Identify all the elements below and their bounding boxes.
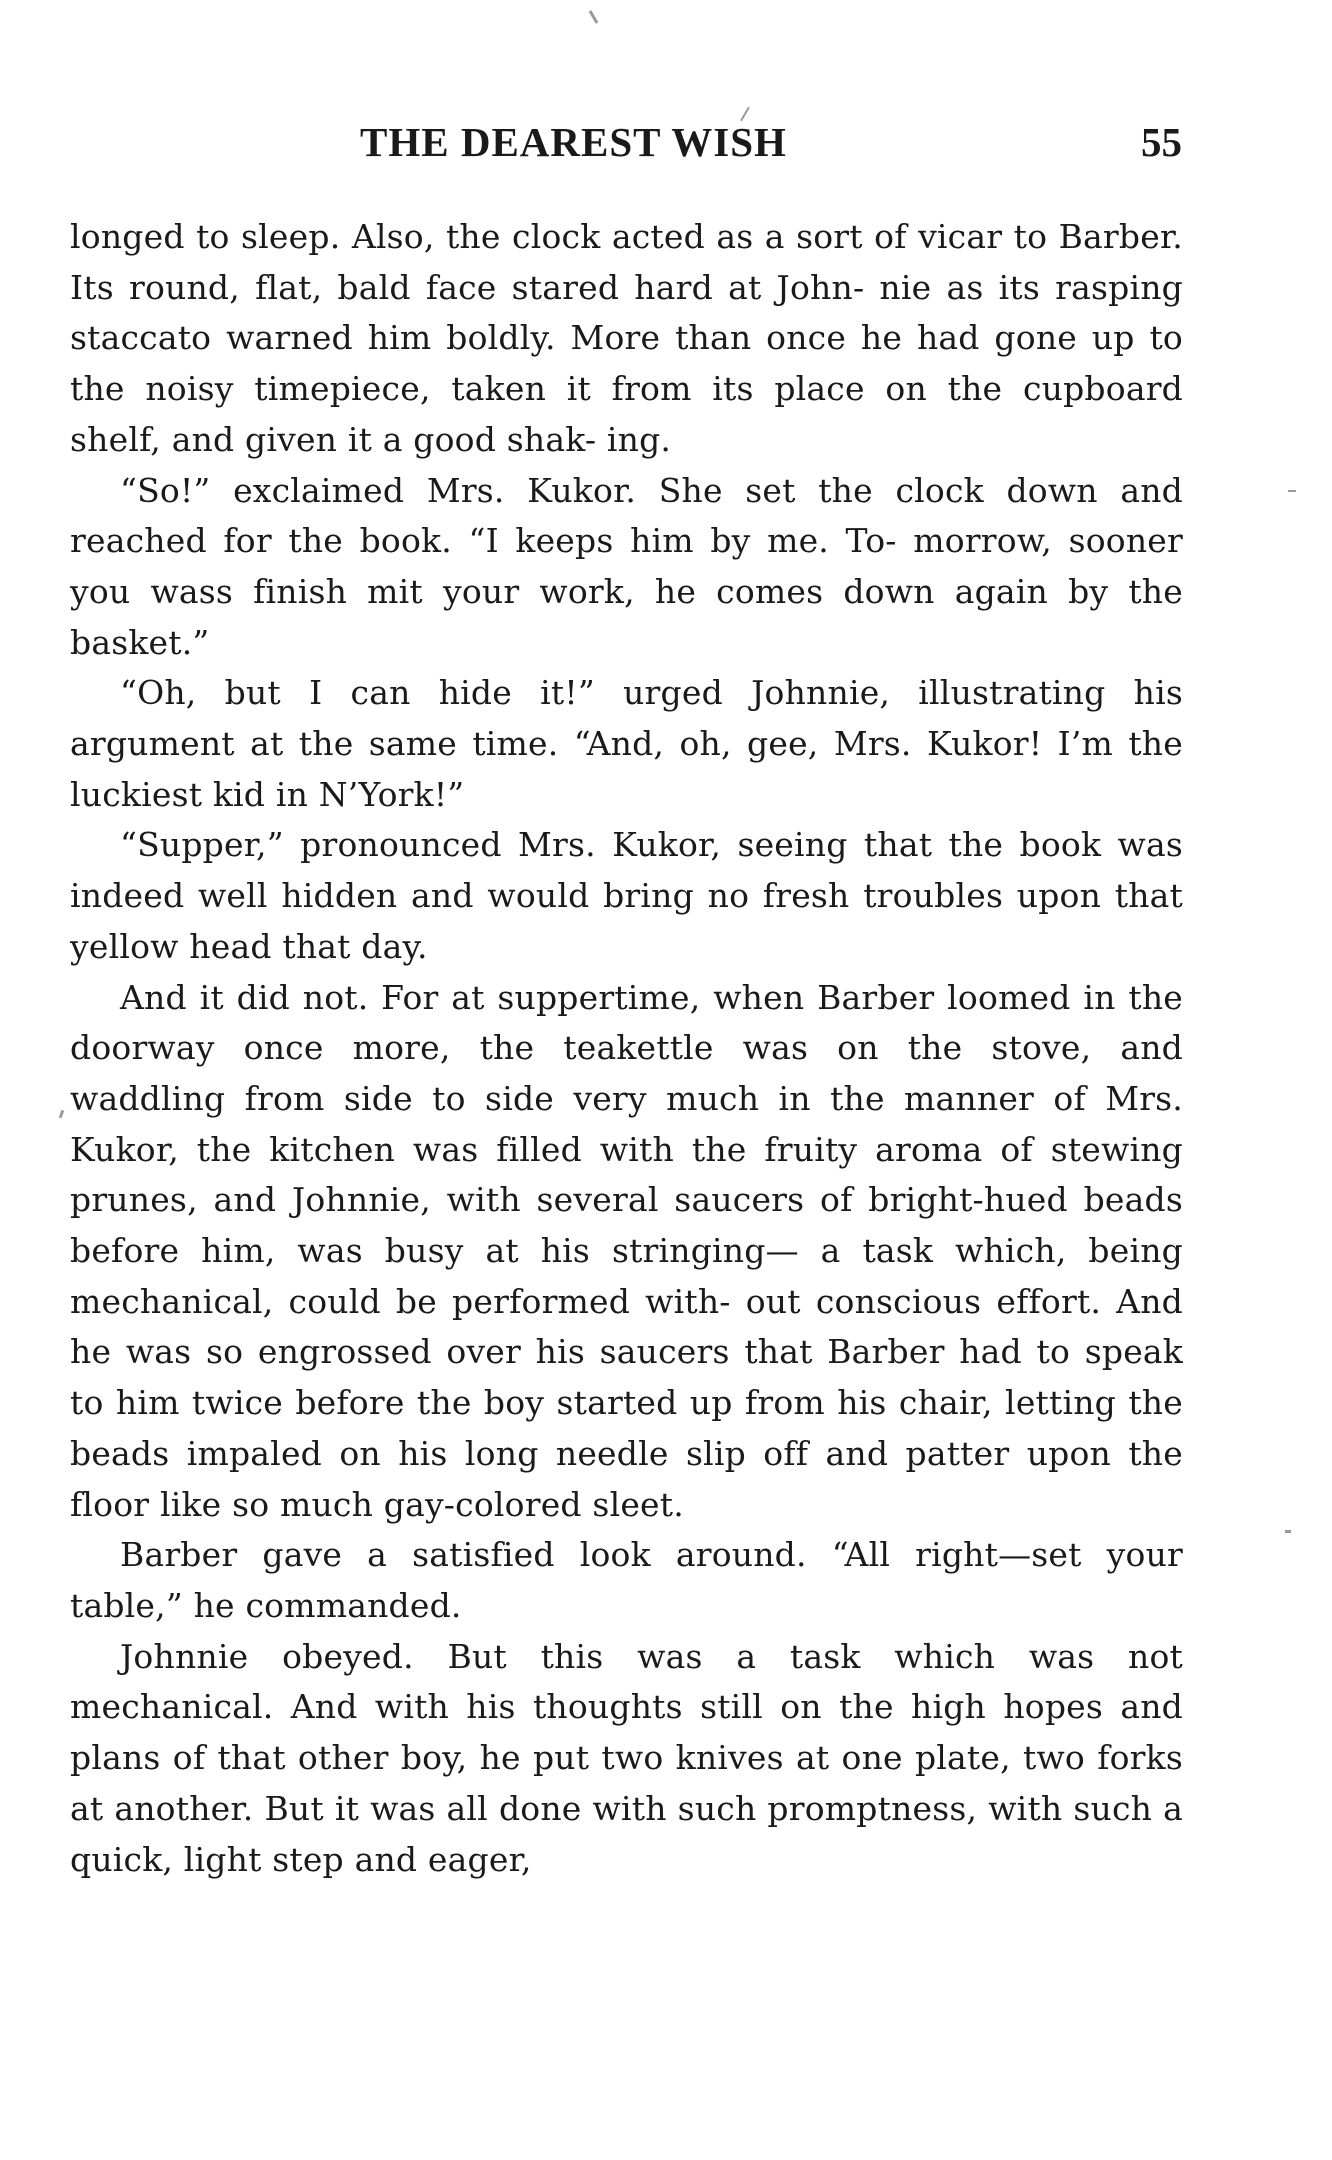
page-number: 55 [1141, 119, 1182, 165]
scan-speck [1288, 490, 1296, 492]
scan-speck [589, 10, 599, 24]
paragraph-3: “Oh, but I can hide it!” urged Johnnie, illustrating his argument at the same time. “And, oh, gee, Mrs. Kukor! I’m the luckiest kid in N’York!” [70, 673, 1183, 814]
paragraph-2: “So!” exclaimed Mrs. Kukor. She set the clock down and reached for the book. “I keeps him by me. To- morrow, sooner you wass finish mit your work, he comes down again by the basket.” [70, 470, 1183, 662]
paragraph-6: Barber gave a satisfied look around. “All right—set your table,” he commanded. [70, 1535, 1183, 1625]
page-header [70, 118, 1190, 178]
paragraph-5: And it did not. For at suppertime, when Barber loomed in the doorway once more, the teakettle was on the stove, and waddling from side to side very much in the manner of Mrs. Kukor, the kitchen was filled with the fruity aroma of stewing prunes, and Johnnie, with several saucers of bright-hued beads before him, was busy at his stringing— a task which, being mechanical, could be performed with- out conscious effort. And he was so engrossed over his saucers that Barber had to speak to him twice before the boy started up from his chair, letting the beads impaled on his long needle slip off and patter upon the floor like so much gay-colored sleet. [70, 977, 1183, 1524]
scan-speck [1285, 1530, 1291, 1533]
paragraph-4: “Supper,” pronounced Mrs. Kukor, seeing that the book was indeed well hidden and would bring no fresh troubles upon that yellow head that day. [70, 825, 1183, 966]
paragraph-7: Johnnie obeyed. But this was a task which was not mechanical. And with his thoughts still on the high hopes and plans of that other boy, he put two knives at one plate, two forks at another. But it was all done with such promptness, with such a quick, light step and eager, [70, 1636, 1183, 1879]
scan-speck [59, 1110, 65, 1119]
body-text [70, 212, 1183, 1885]
running-title: THE DEAREST WISH [360, 119, 787, 165]
paragraph-1: longed to sleep. Also, the clock acted as a sort of vicar to Barber. Its round, flat, bald face stared hard at John- nie as its rasping staccato warned him boldly. More than once he had gone up to the noisy timepiece, taken it from its place on the cupboard shelf, and given it a good shak- ing. [70, 217, 1183, 459]
